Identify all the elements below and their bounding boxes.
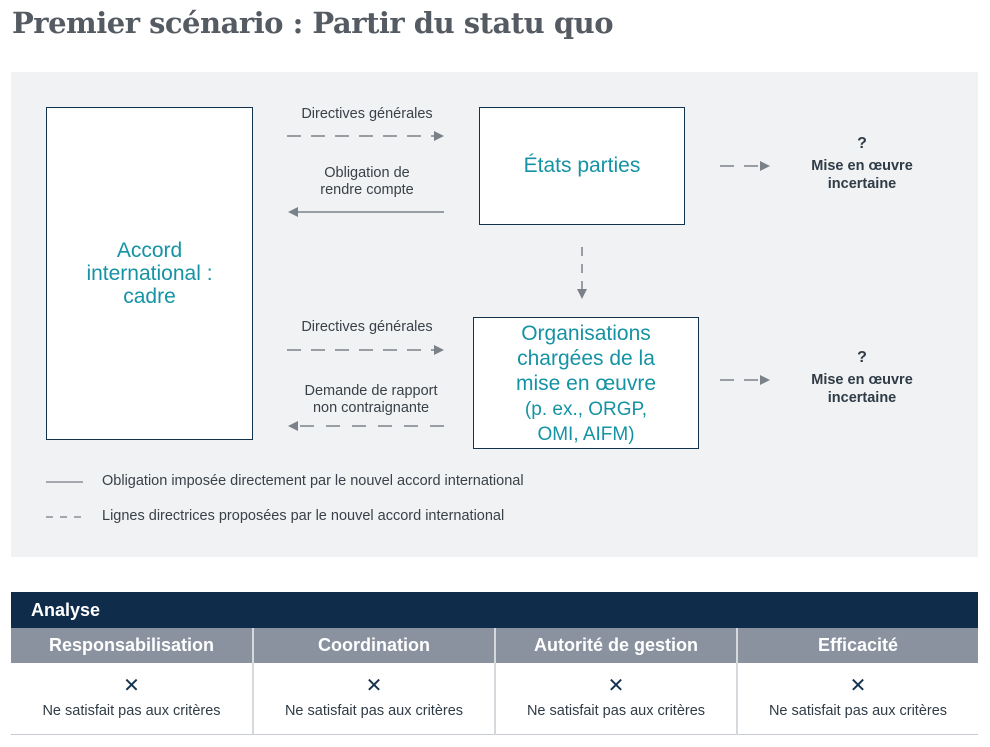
criterion-header-autorite: Autorité de gestion [496, 628, 736, 663]
legend-solid-label: Obligation imposée directement par le nouvel accord international [102, 473, 524, 489]
criterion-header-efficacite: Efficacité [738, 628, 978, 663]
org-sub-line-2: OMI, AIFM) [537, 423, 635, 445]
criterion-header-responsabilisation: Responsabilisation [11, 628, 252, 663]
top-back-line-1: Obligation de [324, 165, 410, 181]
etats-parties-label: États parties [523, 154, 641, 177]
column-separator [736, 628, 738, 735]
criterion-result: Ne satisfait pas aux critères [42, 703, 221, 719]
bottom-out-label: Directives générales [301, 319, 433, 335]
top-back-line-2: rendre compte [320, 182, 414, 198]
legend-dashed-label: Lignes directrices proposées par le nouvel accord international [102, 508, 505, 524]
cross-icon: ✕ [365, 675, 383, 697]
outcome-top-line-2: incertaine [827, 176, 897, 192]
column-separator [494, 628, 496, 735]
accord-line-2: international : [86, 262, 213, 285]
outcome-top-mark: ? [857, 135, 867, 152]
org-sub-line-1: (p. ex., ORGP, [524, 398, 648, 420]
criterion-header-coordination: Coordination [254, 628, 494, 663]
criterion-result: Ne satisfait pas aux critères [284, 703, 464, 719]
criterion-cell-autorite [496, 663, 736, 735]
page-title: Premier scénario : Partir du statu quo [12, 6, 614, 40]
cross-icon: ✕ [849, 675, 867, 697]
accord-line-3: cadre [123, 285, 176, 308]
analysis-header: Analyse [11, 592, 978, 628]
outcome-top-line-1: Mise en œuvre [811, 158, 913, 174]
outcome-bottom-line-1: Mise en œuvre [811, 372, 913, 388]
criterion-cell-responsabilisation [11, 663, 252, 735]
top-out-label: Directives générales [301, 106, 433, 122]
outcome-bottom-mark: ? [857, 349, 867, 366]
accord-line-1: Accord [116, 239, 183, 262]
cross-icon: ✕ [607, 675, 625, 697]
criterion-cell-efficacite [738, 663, 978, 735]
org-line-1: Organisations [521, 321, 651, 345]
criterion-cell-coordination [254, 663, 494, 735]
org-line-2: chargées de la [517, 346, 655, 370]
bottom-back-line-1: Demande de rapport [304, 383, 438, 399]
criterion-result: Ne satisfait pas aux critères [526, 703, 706, 719]
org-line-3: mise en œuvre [515, 371, 657, 395]
cross-icon: ✕ [123, 675, 140, 697]
bottom-back-line-2: non contraignante [312, 400, 430, 416]
column-separator [252, 628, 254, 735]
criterion-result: Ne satisfait pas aux critères [768, 703, 948, 719]
outcome-bottom-line-2: incertaine [827, 390, 897, 406]
